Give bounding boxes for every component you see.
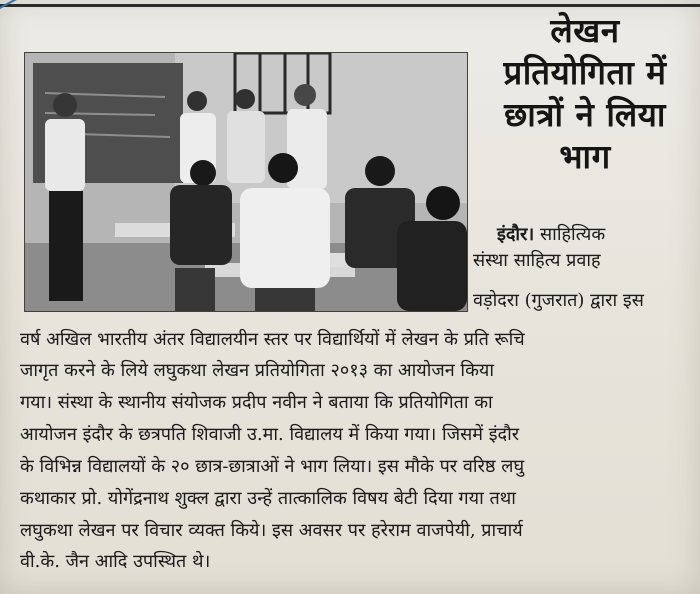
headline-line-1: लेखन xyxy=(550,11,620,50)
article-line xyxy=(497,222,605,246)
article-line: वर्ष अखिल भारतीय अंतर विद्यालयीन स्तर पर विद्यार्थियों में लेखन के प्रति रूचि xyxy=(20,329,525,350)
headline xyxy=(470,10,700,178)
article-line: जागृत करने के लिये लघुकथा लेखन प्रतियोगिता २०१३ का आयोजन किया xyxy=(20,360,495,381)
headline-line-3: छात्रों ने लिया xyxy=(504,95,666,134)
article-line: आयोजन इंदौर के छत्रपति शिवाजी उ.मा. विद्यालय में किया गया। जिसमें इंदौर xyxy=(20,424,520,445)
dateline: इंदौर। xyxy=(497,224,535,245)
top-rule xyxy=(0,4,700,7)
article-line: कथाकार प्रो. योगेंद्रनाथ शुक्ल द्वारा उन्हें तात्कालिक विषय बेटी दिया गया तथा xyxy=(20,488,516,509)
classroom-photo xyxy=(25,53,467,311)
article-line: वड़ोदरा (गुजरात) द्वारा इस xyxy=(473,290,644,311)
news-photo xyxy=(24,52,468,312)
article-line: संस्था साहित्य प्रवाह xyxy=(473,250,601,271)
headline-line-2: प्रतियोगिता में xyxy=(503,53,667,92)
headline-line-4: भाग xyxy=(559,137,611,176)
article-line: लघुकथा लेखन पर विचार व्यक्त किये। इस अवसर पर हरेराम वाजपेयी, प्राचार्य xyxy=(20,520,523,541)
article-line: के विभिन्न विद्यालयों के २० छात्र-छात्राओं ने भाग लिया। इस मौके पर वरिष्ठ लघु xyxy=(20,456,525,477)
article-line: गया। संस्था के स्थानीय संयोजक प्रदीप नवीन ने बताया कि प्रतियोगिता का xyxy=(20,392,493,413)
article-line: वी.के. जैन आदि उपस्थित थे। xyxy=(20,551,211,572)
article-text: साहित्यिक xyxy=(539,224,606,245)
